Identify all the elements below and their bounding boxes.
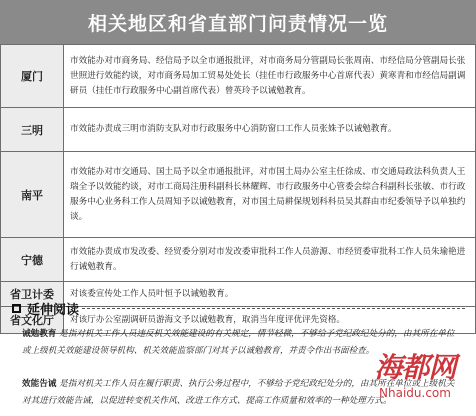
table-row bbox=[1, 108, 476, 152]
watermark-domain: Nhaidu.com bbox=[379, 386, 451, 400]
definition-term: 诫勉教育 bbox=[22, 329, 57, 339]
page-title: 相关地区和省直部门问责情况一览 bbox=[87, 12, 388, 35]
site-watermark-logo bbox=[360, 350, 470, 410]
watermark-chinese: 海都网 bbox=[374, 351, 456, 384]
definition-text: 是指对机关工作人员在履行职责、执行公务过程中，不够给予党纪政纪处分的，由其所在单位或上级机关对其进行效能告诫，以促进转变机关作风、改进工作方式、提高工作质量和效率的一种处理方式。 bbox=[22, 379, 455, 406]
accountability-table bbox=[0, 44, 476, 334]
extended-reading-title: 延伸阅读 bbox=[27, 302, 80, 318]
region-label: 宁德 bbox=[1, 238, 64, 282]
extended-reading-heading bbox=[12, 298, 79, 318]
region-detail: 市效能办责成市发改委、经贸委分别对市发改委审批科工作人员游源、市经贸委审批科工作人员朱瑜艳进行诫勉教育。 bbox=[64, 238, 476, 282]
department-label: 省文化厅 bbox=[1, 307, 64, 334]
region-label: 三明 bbox=[1, 108, 64, 152]
dashed-divider bbox=[82, 308, 465, 309]
table-row bbox=[1, 238, 476, 282]
region-detail: 市效能办责成三明市消防支队对市行政服务中心消防窗口工作人员张姝予以诫勉教育。 bbox=[64, 108, 476, 152]
page-header bbox=[0, 0, 476, 44]
square-bullet-icon bbox=[12, 304, 21, 313]
definition-text: 是指对机关工作人员违反机关效能建设的有关规定，情节轻微，不够给予党纪政纪处分的，由其所在单位或上级机关效能建设领导机构、机关效能监察部门对其予以诚勉教育，并责令作出书面检查。 bbox=[22, 329, 455, 356]
region-detail: 市效能办对市交通局、国土局予以全市通报批评，对市国土局办公室主任徐成、市交通局政法科负责人王瑞全予以效能约谈，对市工商局注册科副科长林耀辉、市行政服务中心管委会综合科副科长张敏、市行政服务中心业务科工作人员周知予以诫勉教育，对市国土局耕保规划科科员吴其群由市纪委领导予以单独约谈。 bbox=[64, 152, 476, 238]
region-label: 厦门 bbox=[1, 45, 64, 108]
table-row bbox=[1, 152, 476, 238]
region-detail: 市效能办对市商务局、经信局予以全市通报批评，对市商务局分管副局长张周南、市经信局分管副局长张世照进行效能约谈，对市商务局加工贸易处处长（挂任市行政服务中心首席代表）黄寒青和市经信局副调研员（挂任市行政服务中心副首席代表）曾英玲予以诫勉教育。 bbox=[64, 45, 476, 108]
department-detail: 对该委宣传处工作人员叶恒予以诫勉教育。 bbox=[64, 282, 476, 307]
department-detail: 对该厅办公室副调研员游海文予以诫勉教育，取消当年度评优评先资格。 bbox=[64, 307, 476, 334]
definition-term: 效能告诫 bbox=[22, 379, 57, 389]
table-row bbox=[1, 45, 476, 108]
department-label: 省卫计委 bbox=[1, 282, 64, 307]
region-label: 南平 bbox=[1, 152, 64, 238]
